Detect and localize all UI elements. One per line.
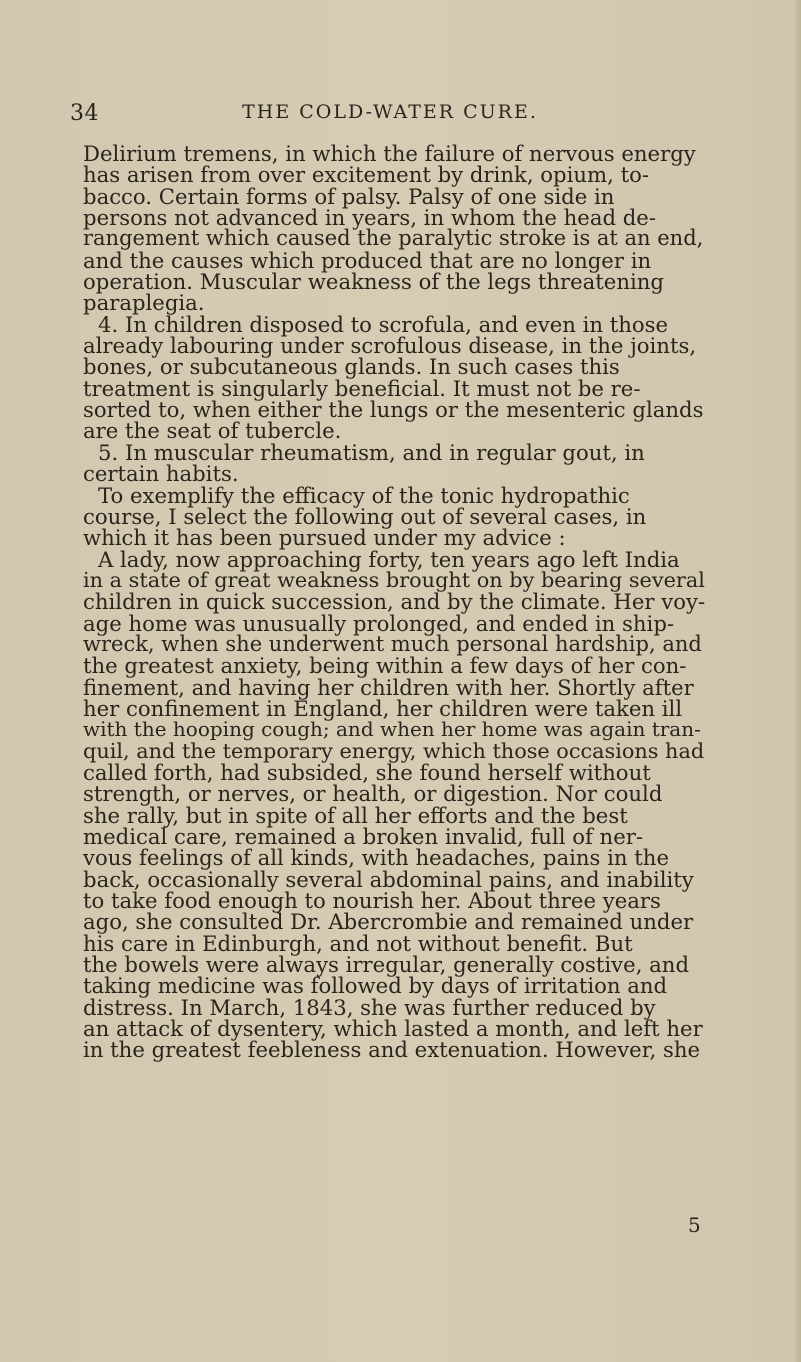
text-line: rangement which caused the paralytic stroke is at an end, xyxy=(83,226,704,251)
text-line: course, I select the following out of several cases, in xyxy=(83,503,647,529)
text-line: quil, and the temporary energy, which those occasions had xyxy=(83,738,705,763)
text-line: operation. Muscular weakness of the legs threatening xyxy=(83,269,664,295)
text-line: back, occasionally several abdominal pains, and inability xyxy=(83,866,694,892)
text-line: with the hooping cough; and when her home was again tran- xyxy=(83,717,701,742)
text-line: to take food enough to nourish her. About three years xyxy=(83,888,661,914)
text-line: already labouring under scrofulous disease, in the joints, xyxy=(83,333,697,359)
text-line: 5. In muscular rheumatism, and in regular gout, in xyxy=(98,439,645,465)
text-line: strength, or nerves, or health, or digestion. Nor could xyxy=(83,781,663,807)
text-line: the greatest anxiety, being within a few days of her con- xyxy=(83,653,687,679)
text-line: she rally, but in spite of all her efforts and the best xyxy=(83,802,628,828)
text-line: are the seat of tubercle. xyxy=(83,418,342,444)
text-line: 4. In children disposed to scrofula, and even in those xyxy=(98,311,669,337)
text-line: in a state of great weakness brought on by bearing several xyxy=(83,567,705,592)
text-line: called forth, had subsided, she found herself without xyxy=(83,759,651,785)
text-line: vous feelings of all kinds, with headaches, pains in the xyxy=(83,845,669,871)
text-line: wreck, when she underwent much personal hardship, and xyxy=(83,631,702,656)
text-line: finement, and having her children with her. Shortly after xyxy=(83,674,694,700)
page-number: 34 xyxy=(70,101,99,126)
text-line: an attack of dysentery, which lasted a month, and left her xyxy=(83,1016,703,1042)
running-title: THE COLD-WATER CURE. xyxy=(242,101,538,123)
text-line: ago, she consulted Dr. Abercrombie and remained under xyxy=(83,909,694,935)
text-line: children in quick succession, and by the climate. Her voy- xyxy=(83,589,706,615)
text-line: To exemplify the efficacy of the tonic hydropathic xyxy=(98,482,630,508)
text-line: age home was unusually prolonged, and ended in ship- xyxy=(83,610,675,636)
text-line: bones, or subcutaneous glands. In such cases this xyxy=(83,354,620,380)
signature-mark: 5 xyxy=(688,1213,701,1237)
text-line: Delirium tremens, in which the failure of nervous energy xyxy=(83,141,696,166)
text-line: A lady, now approaching forty, ten years ago left India xyxy=(98,546,680,572)
text-line: the bowels were always irregular, generally costive, and xyxy=(83,952,690,978)
text-line: in the greatest feebleness and extenuation. However, she xyxy=(83,1037,701,1063)
text-line: and the causes which produced that are no longer in xyxy=(83,247,652,273)
text-line: has arisen from over excitement by drink, opium, to- xyxy=(83,162,650,188)
text-line: certain habits. xyxy=(83,461,239,487)
text-line: which it has been pursued under my advice : xyxy=(83,525,566,551)
text-line: distress. In March, 1843, she was further reduced by xyxy=(83,994,656,1020)
page-header xyxy=(70,101,710,131)
text-line: his care in Edinburgh, and not without benefit. But xyxy=(83,930,633,956)
text-line: paraplegia. xyxy=(83,290,205,316)
page-edge xyxy=(795,0,801,1362)
body-text xyxy=(83,143,705,1061)
text-line: taking medicine was followed by days of irritation and xyxy=(83,973,668,999)
text-line: bacco. Certain forms of palsy. Palsy of one side in xyxy=(83,183,615,209)
text-line: sorted to, when either the lungs or the mesenteric glands xyxy=(83,397,704,423)
text-line: medical care, remained a broken invalid, full of ner- xyxy=(83,824,644,849)
text-line: persons not advanced in years, in whom the head de- xyxy=(83,205,657,231)
text-line: her confinement in England, her children were taken ill xyxy=(83,695,683,721)
text-line: treatment is singularly beneficial. It must not be re- xyxy=(83,375,641,401)
